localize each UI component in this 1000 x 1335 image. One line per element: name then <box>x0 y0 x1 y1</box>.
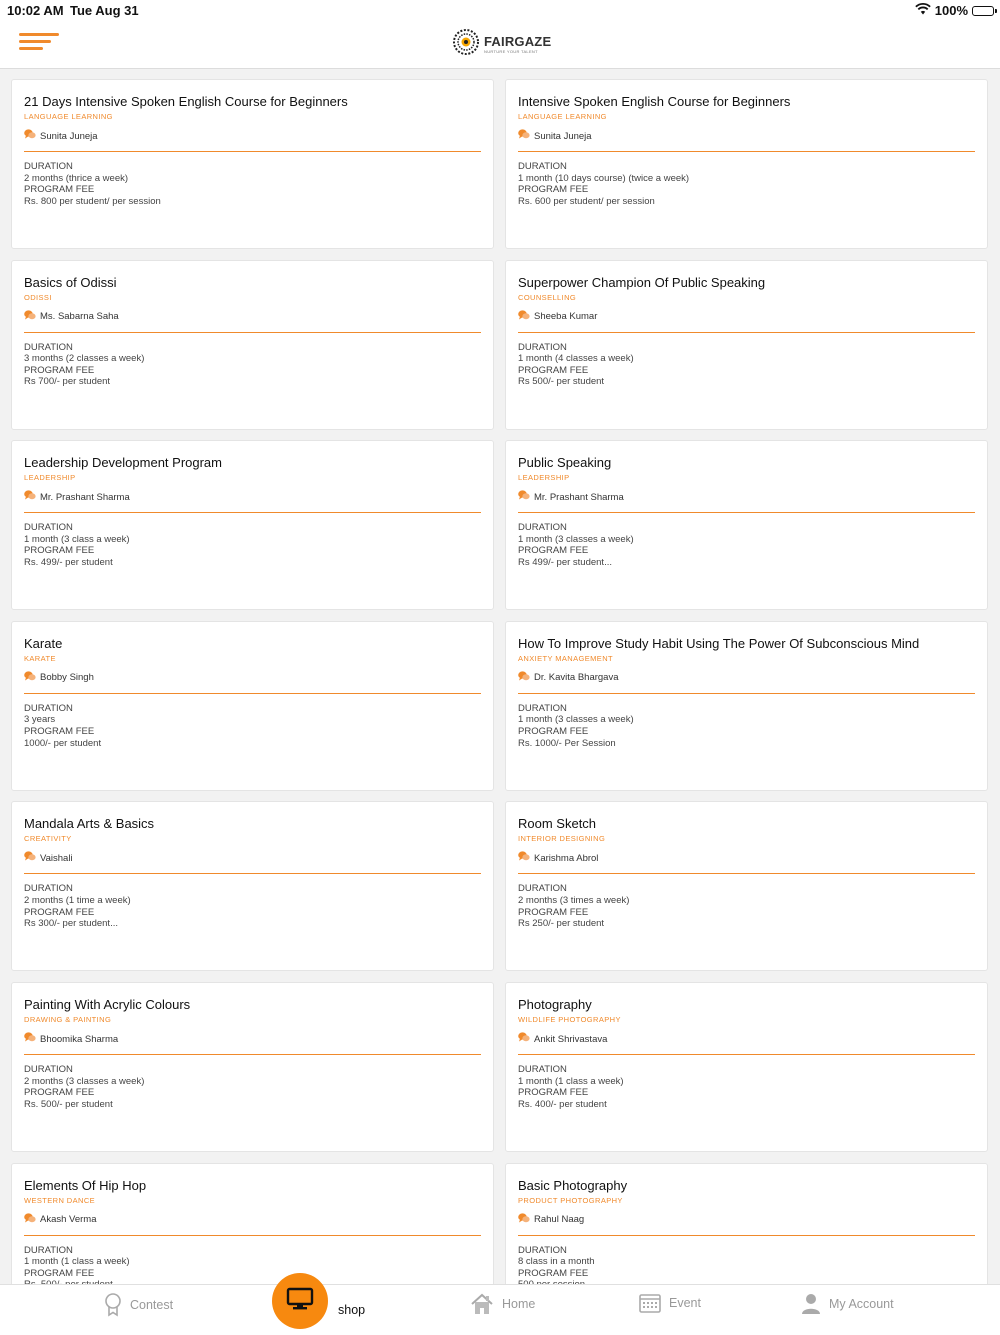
card-divider <box>24 512 481 513</box>
course-category: CREATIVITY <box>24 834 72 844</box>
mentor-name: Dr. Kavita Bhargava <box>534 672 619 684</box>
course-category: LEADERSHIP <box>518 473 570 483</box>
logo-name: FAIRGAZE <box>484 34 552 49</box>
mentor-chat-icon <box>518 310 530 325</box>
duration-label: DURATION <box>24 522 73 534</box>
course-details <box>518 522 975 568</box>
course-details <box>518 703 975 749</box>
mentor-chat-icon <box>24 851 36 866</box>
duration-value: 8 class in a month <box>518 1256 595 1268</box>
fee-value: Rs 300/- per student... <box>24 918 118 930</box>
nav-home[interactable] <box>470 1293 535 1315</box>
card-divider <box>518 693 975 694</box>
course-category: WESTERN DANCE <box>24 1195 96 1205</box>
logo-emblem-icon <box>452 28 480 61</box>
contest-icon <box>104 1293 122 1317</box>
fee-label: PROGRAM FEE <box>24 184 95 196</box>
home-icon <box>470 1293 494 1315</box>
mentor-name: Mr. Prashant Sharma <box>40 491 130 503</box>
course-category: WILDLIFE PHOTOGRAPHY <box>518 1015 621 1024</box>
wifi-icon <box>915 3 931 18</box>
course-category: LANGUAGE LEARNING <box>518 112 607 121</box>
mentor-chat-icon <box>24 1213 36 1228</box>
duration-label: DURATION <box>518 161 567 172</box>
fee-label: PROGRAM FEE <box>24 906 95 918</box>
course-details <box>24 1064 481 1110</box>
status-date: Tue Aug 31 <box>70 3 139 18</box>
course-category: ODISSI <box>24 292 52 302</box>
course-details <box>518 883 975 929</box>
fee-value: Rs. 499/- per student <box>24 556 113 568</box>
course-card[interactable] <box>505 621 988 791</box>
mentor-name: Vaishali <box>40 852 73 864</box>
course-title: Basic Photography <box>518 1177 628 1193</box>
status-bar <box>0 0 1000 22</box>
course-category: PRODUCT PHOTOGRAPHY <box>518 1195 623 1205</box>
course-mentor <box>24 1213 481 1228</box>
duration-label: DURATION <box>24 702 73 714</box>
duration-value: 3 months (2 classes a week) <box>24 353 145 365</box>
course-details <box>518 161 975 207</box>
status-right <box>915 3 994 18</box>
card-divider <box>518 151 975 152</box>
course-mentor <box>518 671 975 686</box>
course-card[interactable] <box>505 982 988 1152</box>
fee-label: PROGRAM FEE <box>24 545 95 557</box>
duration-value: 1 month (1 class a week) <box>24 1256 130 1268</box>
course-details <box>518 342 975 388</box>
mentor-chat-icon <box>24 310 36 325</box>
fee-value: 1000/- per student <box>24 737 102 749</box>
course-mentor <box>24 129 481 144</box>
fee-value: Rs. 500/- per student <box>24 1098 113 1110</box>
duration-label: DURATION <box>24 883 73 895</box>
card-divider <box>518 1054 975 1055</box>
course-category: LANGUAGE LEARNING <box>24 112 113 121</box>
app-header <box>0 22 1000 69</box>
fee-value: Rs. 800 per student/ per session <box>24 195 161 207</box>
course-mentor <box>24 490 481 505</box>
course-details <box>24 342 481 388</box>
nav-contest[interactable] <box>104 1293 173 1317</box>
course-category: DRAWING & PAINTING <box>24 1015 112 1024</box>
card-divider <box>24 1054 481 1055</box>
course-card[interactable] <box>505 440 988 610</box>
duration-label: DURATION <box>518 702 567 714</box>
course-title: How To Improve Study Habit Using The Power Of Subconscious Mind <box>518 635 920 651</box>
course-title: Photography <box>518 997 592 1012</box>
duration-value: 1 month (3 classes a week) <box>518 714 634 726</box>
course-mentor <box>24 671 481 686</box>
duration-label: DURATION <box>24 161 73 172</box>
course-category: LEADERSHIP <box>24 473 76 483</box>
card-divider <box>24 693 481 694</box>
duration-value: 2 months (thrice a week) <box>24 172 129 184</box>
duration-value: 2 months (3 times a week) <box>518 894 630 906</box>
mentor-name: Akash Verma <box>40 1214 97 1226</box>
nav-account[interactable] <box>801 1293 894 1315</box>
course-mentor <box>518 1032 975 1047</box>
course-mentor <box>24 310 481 325</box>
battery-percent: 100% <box>934 3 968 18</box>
course-title: Room Sketch <box>518 816 597 832</box>
fee-label: PROGRAM FEE <box>24 364 95 376</box>
fee-label: PROGRAM FEE <box>518 364 589 376</box>
duration-label: DURATION <box>518 1064 567 1075</box>
duration-label: DURATION <box>518 1244 567 1256</box>
shop-button[interactable] <box>272 1273 328 1329</box>
duration-value: 1 month (10 days course) (twice a week) <box>518 172 690 184</box>
course-card[interactable] <box>11 801 494 971</box>
fairgaze-logo[interactable] <box>452 28 551 61</box>
course-details <box>24 703 481 749</box>
duration-label: DURATION <box>518 522 567 534</box>
course-grid <box>11 79 989 1284</box>
course-title: Basics of Odissi <box>24 274 117 290</box>
course-mentor <box>518 1213 975 1228</box>
mentor-name: Rahul Naag <box>534 1214 585 1226</box>
course-title: Leadership Development Program <box>24 455 222 471</box>
fee-value: Rs 700/- per student <box>24 376 111 388</box>
nav-account-label: My Account <box>829 1297 894 1311</box>
course-details <box>24 883 481 929</box>
duration-label: DURATION <box>518 883 567 895</box>
fee-label: PROGRAM FEE <box>518 545 589 557</box>
fee-label: PROGRAM FEE <box>24 1267 95 1279</box>
course-card[interactable] <box>11 79 494 249</box>
duration-value: 1 month (3 classes a week) <box>518 533 634 545</box>
mentor-chat-icon <box>518 851 530 866</box>
fee-label: PROGRAM FEE <box>518 725 589 737</box>
fee-label: PROGRAM FEE <box>24 1087 95 1099</box>
course-mentor <box>518 851 975 866</box>
fee-label: PROGRAM FEE <box>518 184 589 196</box>
course-card[interactable] <box>11 440 494 610</box>
course-mentor <box>518 490 975 505</box>
duration-label: DURATION <box>24 1064 73 1075</box>
mentor-chat-icon <box>518 129 530 144</box>
course-details <box>24 522 481 568</box>
duration-value: 3 years <box>24 714 56 726</box>
monitor-icon <box>286 1287 314 1316</box>
mentor-chat-icon <box>518 671 530 686</box>
duration-label: DURATION <box>24 341 73 353</box>
duration-label: DURATION <box>24 1244 73 1256</box>
user-icon <box>801 1293 821 1315</box>
course-category: COUNSELLING <box>518 292 577 302</box>
mentor-name: Mr. Prashant Sharma <box>534 491 624 503</box>
nav-event[interactable] <box>639 1293 701 1313</box>
logo-tagline: NURTURE YOUR TALENT <box>484 49 538 54</box>
card-divider <box>518 512 975 513</box>
duration-value: 2 months (1 time a week) <box>24 894 131 906</box>
fee-label: PROGRAM FEE <box>518 906 589 918</box>
logo-text <box>484 35 551 54</box>
course-mentor <box>518 310 975 325</box>
course-card[interactable] <box>11 621 494 791</box>
mentor-name: Sunita Juneja <box>40 130 98 142</box>
fee-label: PROGRAM FEE <box>24 725 95 737</box>
course-card[interactable] <box>505 801 988 971</box>
duration-value: 1 month (1 class a week) <box>518 1075 624 1087</box>
mentor-name: Bobby Singh <box>40 672 94 684</box>
course-category: ANXIETY MANAGEMENT <box>518 653 613 663</box>
card-divider <box>24 332 481 333</box>
hamburger-menu-icon[interactable] <box>19 33 61 55</box>
course-title: Karate <box>24 635 63 651</box>
card-divider <box>24 151 481 152</box>
course-title: Public Speaking <box>518 455 612 471</box>
fee-value: Rs. 400/- per student <box>518 1098 607 1110</box>
duration-value: 1 month (3 class a week) <box>24 533 130 545</box>
course-mentor <box>24 1032 481 1047</box>
course-details <box>24 161 481 207</box>
mentor-chat-icon <box>518 1213 530 1228</box>
duration-label: DURATION <box>518 341 567 353</box>
mentor-name: Bhoomika Sharma <box>40 1033 119 1045</box>
course-title: Mandala Arts & Basics <box>24 816 155 832</box>
fee-label: PROGRAM FEE <box>518 1267 589 1279</box>
card-divider <box>518 1235 975 1236</box>
course-title: Elements Of Hip Hop <box>24 1177 147 1193</box>
card-divider <box>24 1235 481 1236</box>
duration-value: 2 months (3 classes a week) <box>24 1075 145 1087</box>
fee-value: Rs. 600 per student/ per session <box>518 195 655 207</box>
course-category: KARATE <box>24 653 56 663</box>
nav-home-label: Home <box>502 1297 536 1311</box>
course-details <box>518 1064 975 1110</box>
course-card[interactable] <box>505 79 988 249</box>
fee-label: PROGRAM FEE <box>518 1087 589 1099</box>
course-title: Intensive Spoken English Course for Beginners <box>518 94 791 109</box>
card-divider <box>518 332 975 333</box>
mentor-name: Sunita Juneja <box>534 130 592 142</box>
fee-value: Rs 499/- per student... <box>518 556 612 568</box>
course-mentor <box>24 851 481 866</box>
calendar-icon <box>639 1293 661 1313</box>
course-mentor <box>518 129 975 144</box>
mentor-chat-icon <box>24 129 36 144</box>
fee-value: Rs 500/- per student <box>518 376 605 388</box>
nav-event-label: Event <box>669 1296 701 1310</box>
mentor-name: Karishma Abrol <box>534 852 599 864</box>
mentor-name: Ms. Sabarna Saha <box>40 311 119 323</box>
nav-contest-label: Contest <box>130 1298 174 1312</box>
mentor-name: Sheeba Kumar <box>534 311 598 323</box>
battery-icon <box>972 6 994 16</box>
course-title: Painting With Acrylic Colours <box>24 997 191 1012</box>
bottom-nav <box>0 1284 1000 1335</box>
mentor-chat-icon <box>24 671 36 686</box>
duration-value: 1 month (4 classes a week) <box>518 353 634 365</box>
course-title: 21 Days Intensive Spoken English Course for Beginners <box>24 94 348 109</box>
mentor-chat-icon <box>518 490 530 505</box>
mentor-chat-icon <box>24 490 36 505</box>
course-card[interactable] <box>505 260 988 430</box>
course-card[interactable] <box>11 260 494 430</box>
course-category: INTERIOR DESIGNING <box>518 834 606 844</box>
mentor-name: Ankit Shrivastava <box>534 1033 608 1045</box>
mentor-chat-icon <box>24 1032 36 1047</box>
fee-value: Rs. 1000/- Per Session <box>518 737 616 749</box>
card-divider <box>518 873 975 874</box>
status-time: 10:02 AM <box>7 3 64 18</box>
fee-value: Rs 250/- per student <box>518 918 605 930</box>
mentor-chat-icon <box>518 1032 530 1047</box>
course-card[interactable] <box>11 982 494 1152</box>
card-divider <box>24 873 481 874</box>
course-title: Superpower Champion Of Public Speaking <box>518 274 766 290</box>
nav-shop-label[interactable]: shop <box>338 1303 366 1317</box>
